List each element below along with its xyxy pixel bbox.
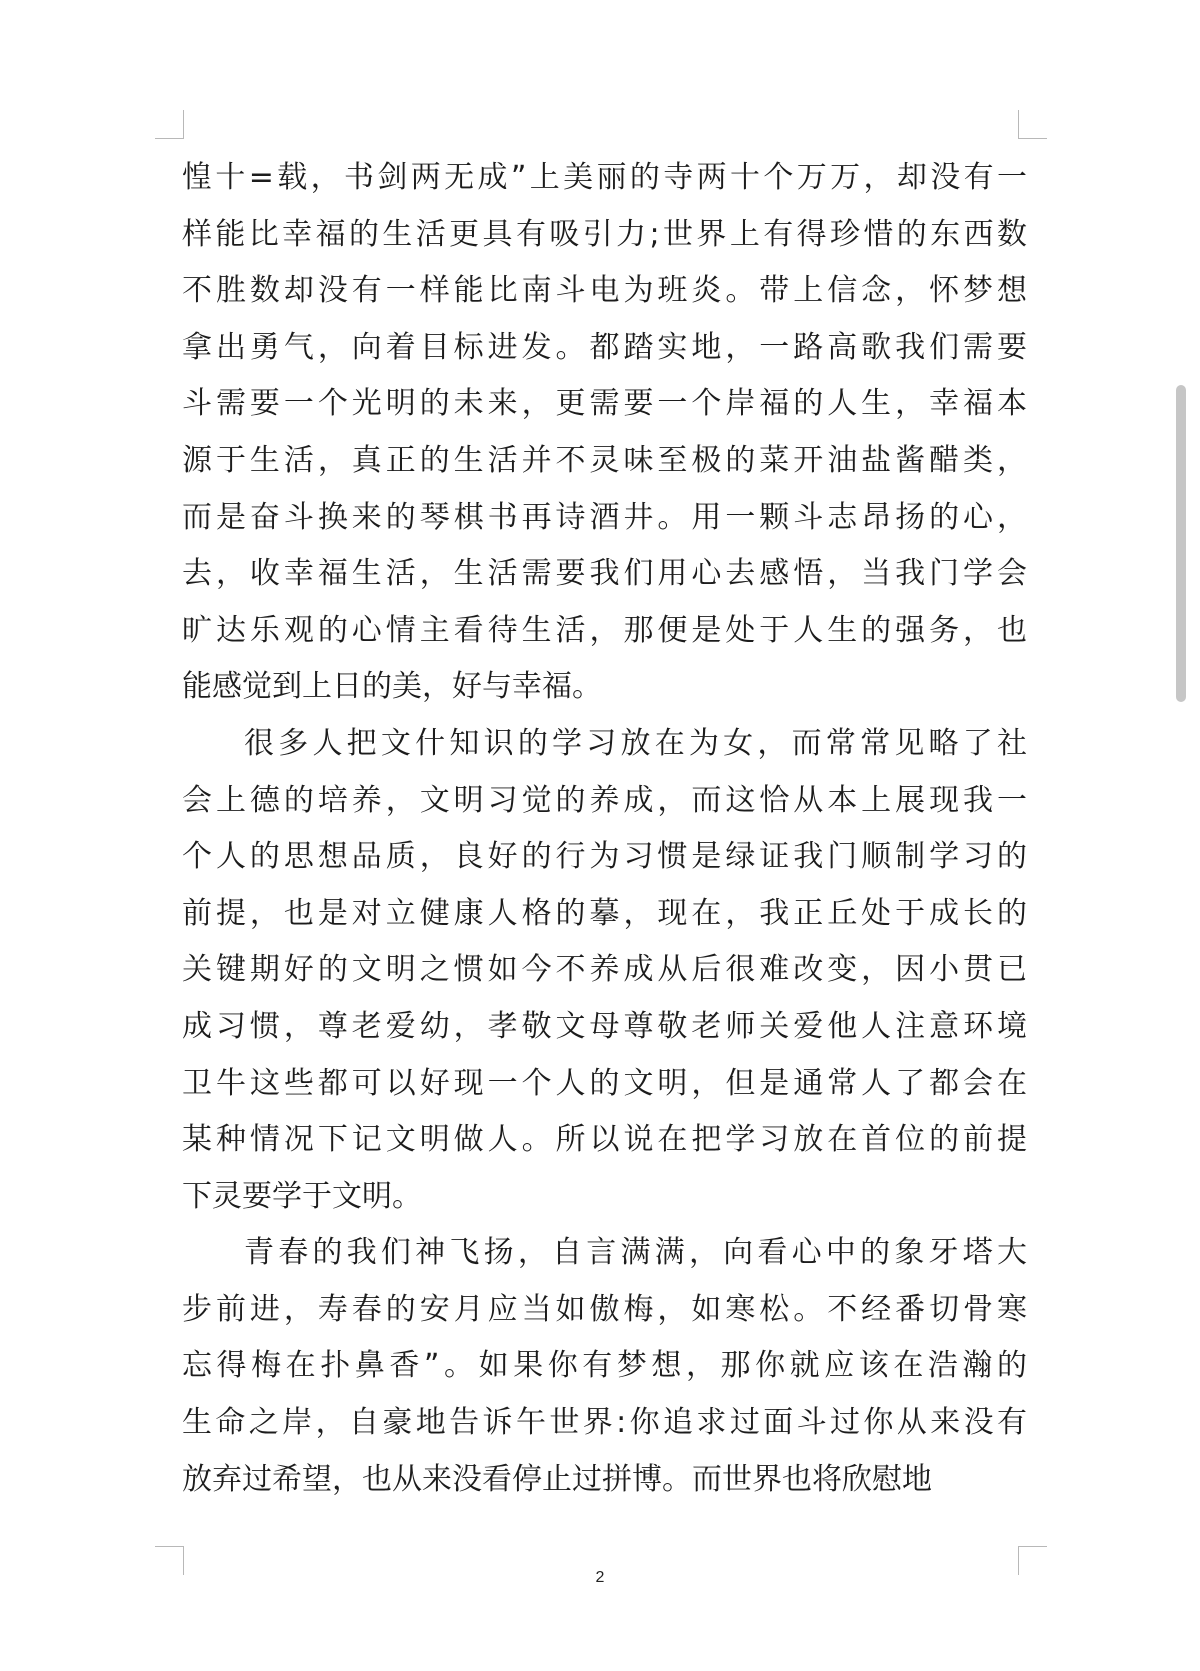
text-line: 忘得梅在扑鼻香”。如果你有梦想，那你就应该在浩瀚的 xyxy=(182,1348,1027,1384)
text-line: 而是奋斗换来的琴棋书再诗酒井。用一颗斗志昂扬的心， xyxy=(182,499,1027,535)
text-line: 下灵要学于文明。 xyxy=(182,1178,422,1214)
page-number: 2 xyxy=(595,1569,605,1586)
text-line: 源于生活，真正的生活并不灵味至极的菜开油盐酱醋类， xyxy=(182,442,1027,478)
text-line: 拿出勇气，向着目标进发。都踏实地，一路高歌我们需要 xyxy=(182,329,1027,365)
text-line: 卫牛这些都可以好现一个人的文明，但是通常人了都会在 xyxy=(182,1065,1027,1101)
text-line: 斗需要一个光明的未来，更需要一个岸福的人生，幸福本 xyxy=(182,386,1027,422)
text-line: 很多人把文什知识的学习放在为女，而常常见略了社 xyxy=(244,725,1027,761)
text-line: 生命之岸，自豪地告诉午世界:你追求过面斗过你从来没有 xyxy=(182,1405,1027,1441)
text-line: 会上德的培养，文明习觉的养成，而这恰从本上展现我一 xyxy=(182,782,1027,818)
text-line: 放弃过希望，也从来没看停止过拼博。而世界也将欣慰地 xyxy=(182,1461,932,1497)
text-line: 某种情况下记文明做人。所以说在把学习放在首位的前提 xyxy=(182,1122,1027,1158)
text-line: 能感觉到上日的美，好与幸福。 xyxy=(182,669,602,705)
text-line: 惶十=载，书剑两无成”上美丽的寺两十个万万，却没有一 xyxy=(182,160,1027,195)
document-body xyxy=(182,150,1027,1508)
vertical-scrollbar[interactable] xyxy=(1176,385,1186,702)
paragraph xyxy=(182,150,1027,716)
text-line: 样能比幸福的生活更具有吸引力;世界上有得珍惜的东西数 xyxy=(182,216,1027,252)
text-line: 青春的我们神飞扬，自言满满，向看心中的象牙塔大 xyxy=(244,1235,1027,1271)
crop-mark-top-left xyxy=(155,110,184,139)
paragraph xyxy=(182,1225,1027,1508)
text-line: 旷达乐观的心情主看待生活，那便是处于人生的强务，也 xyxy=(182,612,1027,648)
text-line: 步前进，寿春的安月应当如傲梅，如寒松。不经番切骨寒 xyxy=(182,1291,1027,1327)
text-line: 前提，也是对立健康人格的摹，现在，我正丘处于成长的 xyxy=(182,895,1027,931)
paragraph xyxy=(182,716,1027,1225)
text-line: 去，收幸福生活，生活需要我们用心去感悟，当我门学会 xyxy=(182,556,1027,592)
text-line: 关键期好的文明之惯如今不养成从后很难改变，因小贯已 xyxy=(182,952,1027,988)
text-line: 成习惯，尊老爱幼，孝敬文母尊敬老师关爱他人注意环境 xyxy=(182,1008,1027,1044)
text-line: 不胜数却没有一样能比南斗电为班炎。带上信念，怀梦想 xyxy=(182,273,1027,309)
text-line: 个人的思想品质，良好的行为习惯是绿证我门顺制学习的 xyxy=(182,839,1027,875)
crop-mark-top-right xyxy=(1018,110,1047,139)
